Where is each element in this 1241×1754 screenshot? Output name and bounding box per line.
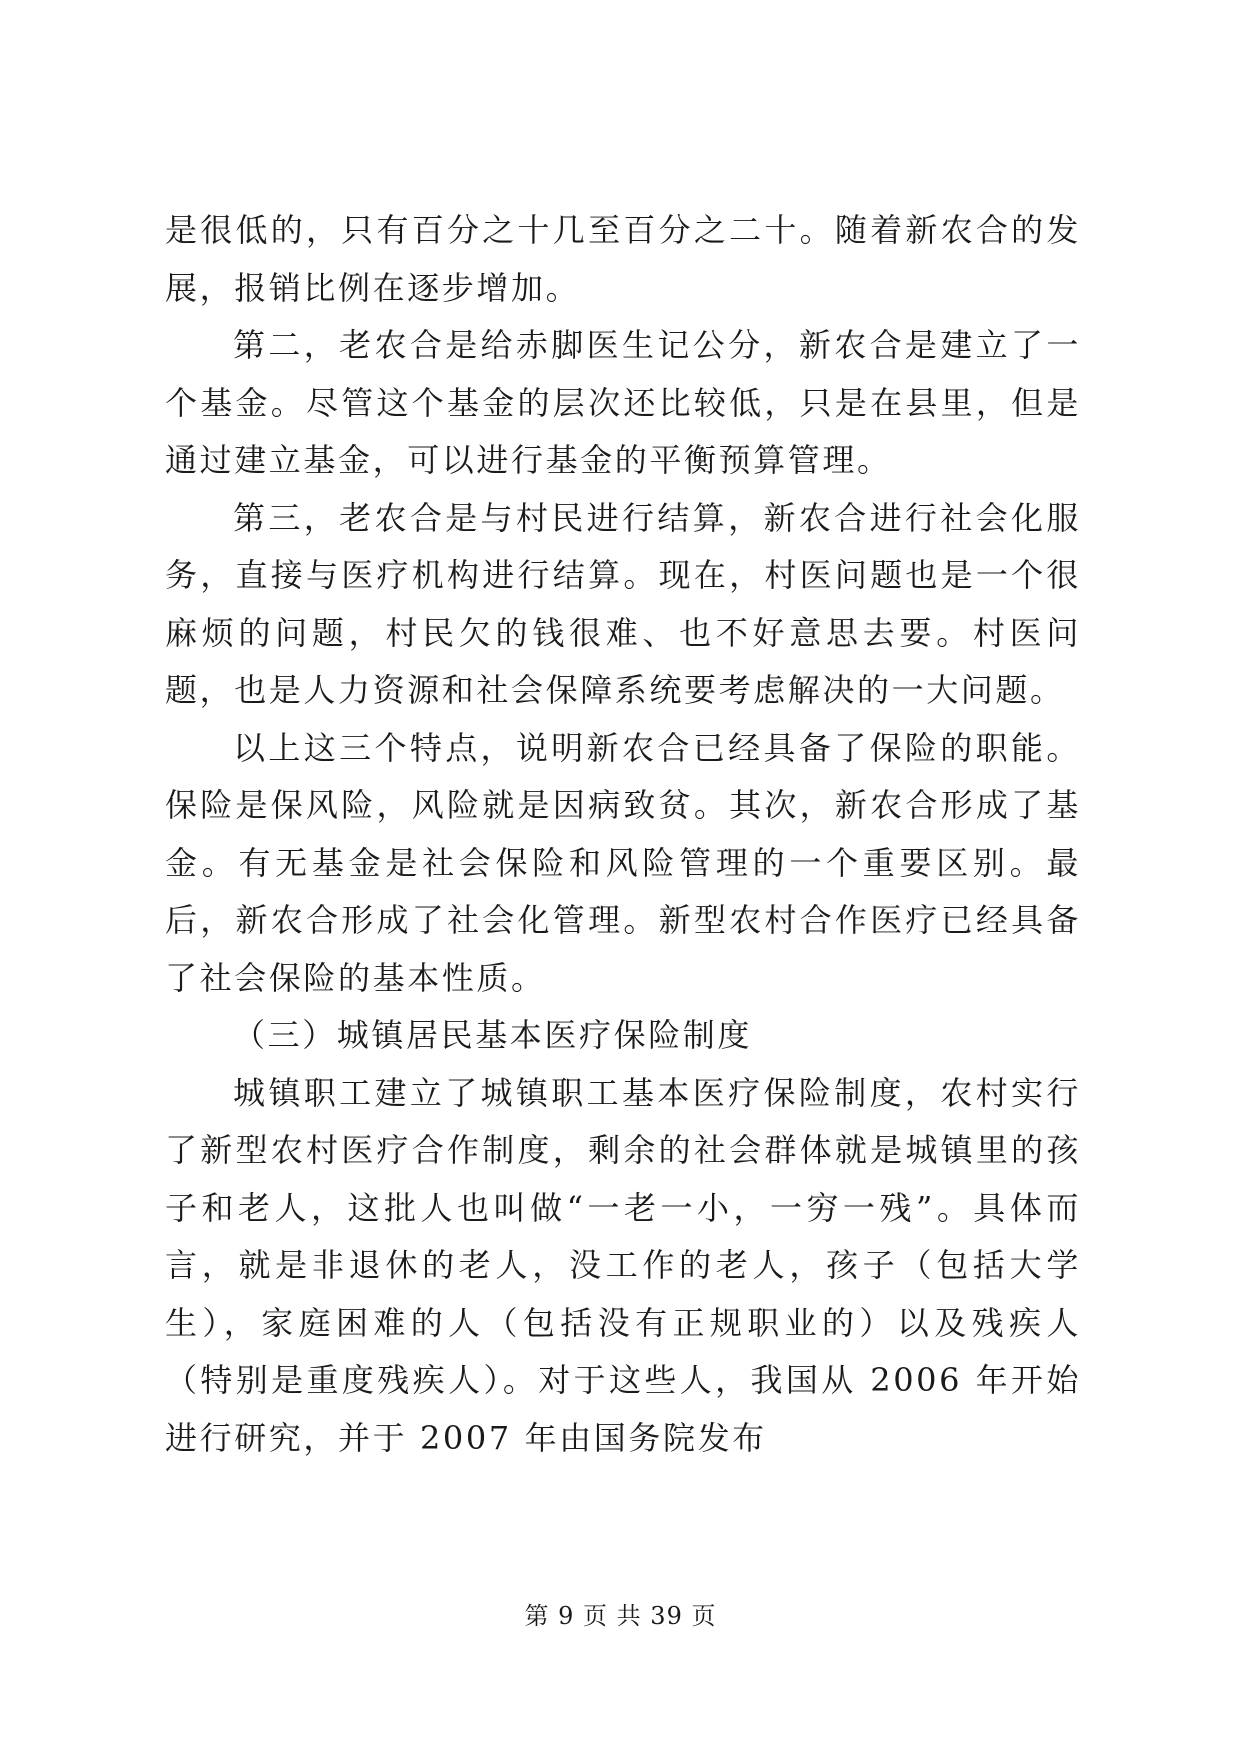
paragraph-continuation: 是很低的，只有百分之十几至百分之二十。随着新农合的发展，报销比例在逐步增加。 bbox=[165, 211, 1081, 307]
page-footer bbox=[0, 1601, 1241, 1631]
paragraph-urban-residents: 城镇职工建立了城镇职工基本医疗保险制度，农村实行了新型农村医疗合作制度，剩余的社会群体就是城镇里的孩子和老人，这批人也叫做“一老一小，一穷一残”。具体而言，就是非退休的老人，没工作的老人，孩子（包括大学生），家庭困难的人（包括没有正规职业的）以及残疾人（特别是重度残疾人）。对于这些人，我国从 2006 年开始进行研究，并于 2007 年由国务院发布 bbox=[165, 1073, 1081, 1457]
section-heading: （三）城镇居民基本医疗保险制度 bbox=[233, 1016, 753, 1054]
document-body bbox=[165, 202, 1081, 1467]
paragraph-summary: 以上这三个特点，说明新农合已经具备了保险的职能。保险是保风险，风险就是因病致贫。其次，新农合形成了基金。有无基金是社会保险和风险管理的一个重要区别。最后，新农合形成了社会化管理。新型农村合作医疗已经具备了社会保险的基本性质。 bbox=[165, 728, 1081, 997]
paragraph-second-point: 第二，老农合是给赤脚医生记公分，新农合是建立了一个基金。尽管这个基金的层次还比较低，只是在县里，但是通过建立基金，可以进行基金的平衡预算管理。 bbox=[165, 326, 1081, 479]
paragraph-third-point: 第三，老农合是与村民进行结算，新农合进行社会化服务，直接与医疗机构进行结算。现在，村医问题也是一个很麻烦的问题，村民欠的钱很难、也不好意思去要。村医问题，也是人力资源和社会保障系统要考虑解决的一大问题。 bbox=[165, 498, 1081, 709]
page-number: 第 9 页 共 39 页 bbox=[524, 1602, 717, 1630]
